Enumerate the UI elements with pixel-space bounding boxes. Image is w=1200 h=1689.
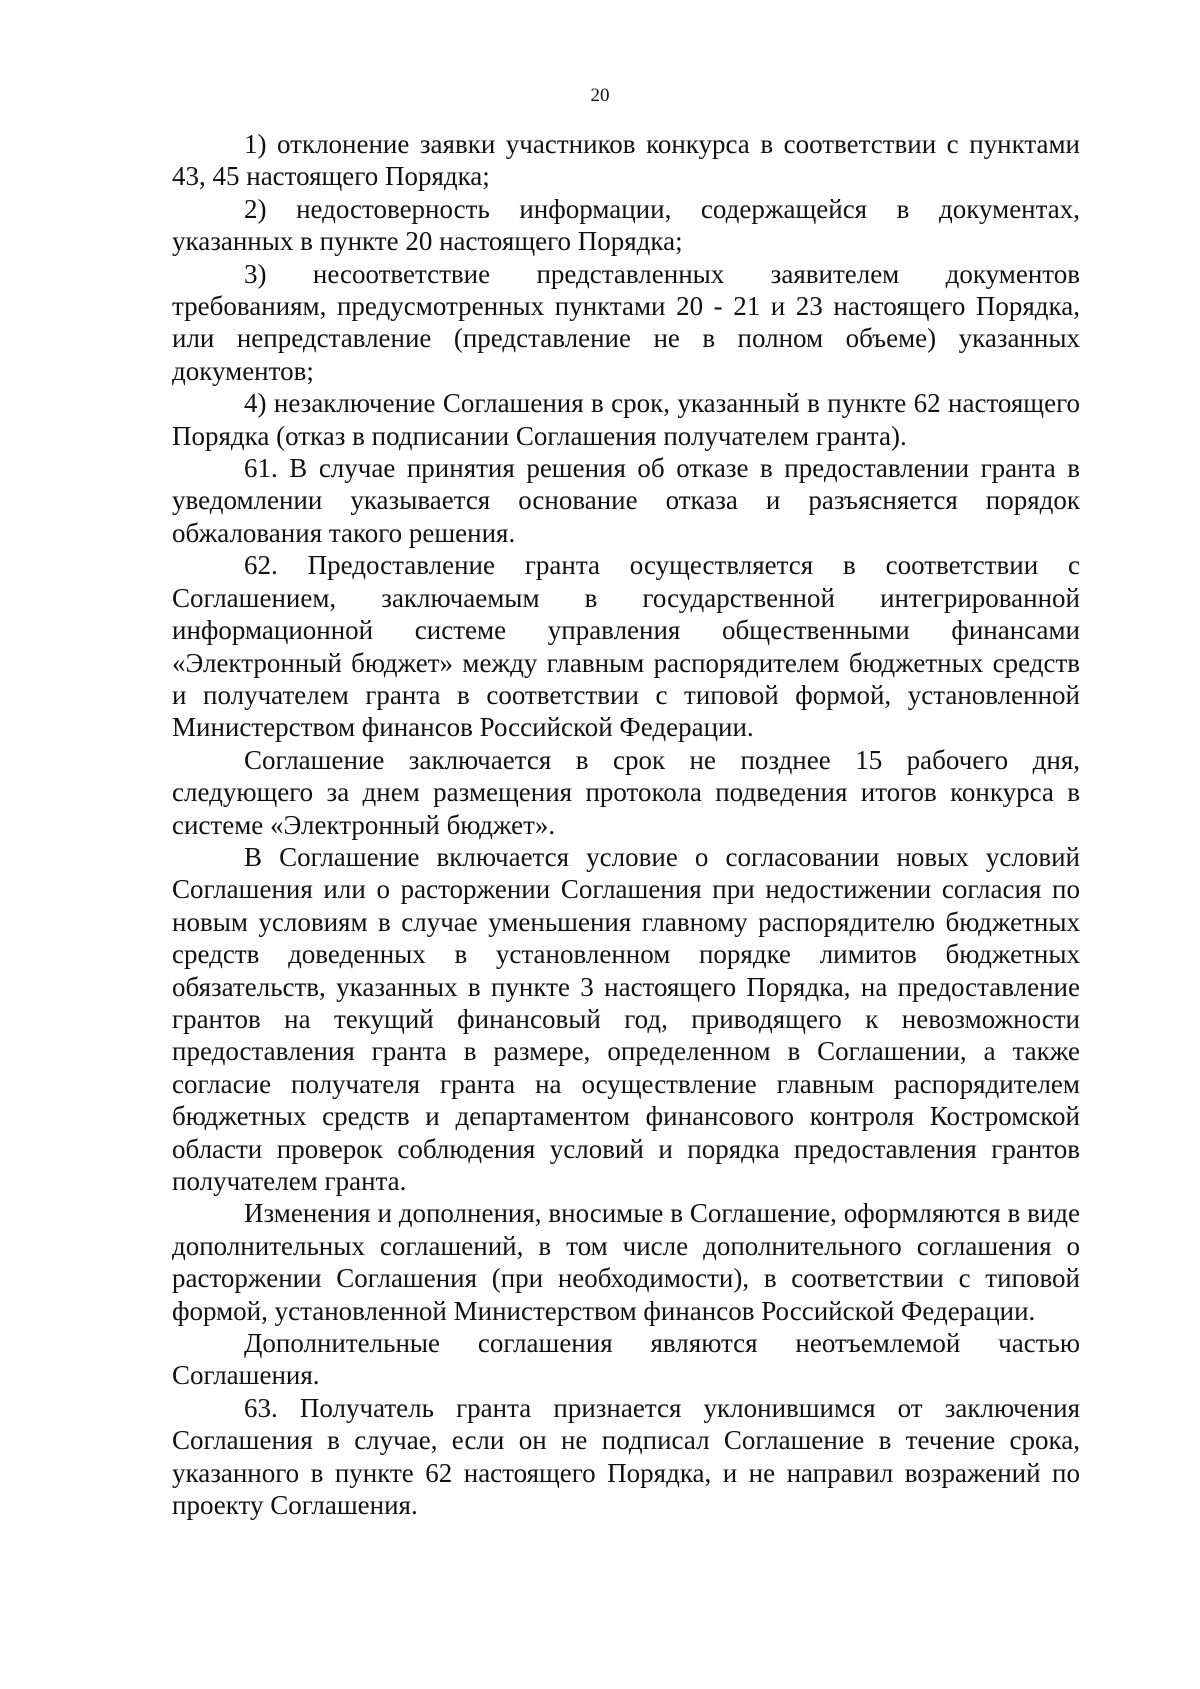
document-body [172,128,1080,1521]
paragraph-clause-61: 61. В случае принятия решения об отказе в предоставлении гранта в уведомлении указывается основание отказа и разъясняется порядок обжалования такого решения. [172,453,1080,548]
paragraph-item-2: 2) недостоверность информации, содержащейся в документах, указанных в пункте 20 настоящего Порядка; [172,193,1080,257]
paragraph-item-3: 3) несоответствие представленных заявителем документов требованиям, предусмотренных пунктами 20 - 21 и 23 настоящего Порядка, или непредставление (представление не в полном объеме) указанных документов; [172,258,1080,386]
paragraph-agreement-term: Соглашение заключается в срок не позднее 15 рабочего дня, следующего за днем размещения протокола подведения итогов конкурса в системе «Электронный бюджет». [172,744,1080,840]
page-number: 20 [590,85,610,106]
paragraph-item-4: 4) незаключение Соглашения в срок, указанный в пункте 62 настоящего Порядка (отказ в подписании Соглашения получателем гранта). [172,388,1080,451]
paragraph-item-1: 1) отклонение заявки участников конкурса в соответствии с пунктами 43, 45 настоящего Порядка; [172,129,1080,192]
paragraph-clause-62: 62. Предоставление гранта осуществляется в соответствии с Соглашением, заключаемым в государственной интегрированной информационной системе управления общественными финансами «Электронный бюджет» между главным распорядителем бюджетных средств и получателем гранта в соответствии с типовой формой, установленной Министерством финансов Российской Федерации. [172,550,1080,743]
paragraph-clause-63: 63. Получатель гранта признается уклонившимся от заключения Соглашения в случае, если он не подписал Соглашение в течение срока, указанного в пункте 62 настоящего Порядка, и не направил возражений по проекту Соглашения. [172,1392,1080,1521]
paragraph-agreement-conditions: В Соглашение включается условие о согласовании новых условий Соглашения или о расторжении Соглашения при недостижении согласия по новым условиям в случае уменьшения главному распорядителю бюджетных средств доведенных в установленном порядке лимитов бюджетных обязательств, указанных в пункте 3 настоящего Порядка, на предоставление грантов на текущий финансовый год, приводящего к невозможности предоставления гранта в размере, определенном в Соглашении, а также согласие получателя гранта на осуществление главным распорядителем бюджетных средств и департаментом финансового контроля Костромской области проверок соблюдения условий и порядка предоставления грантов получателем гранта. [172,841,1080,1196]
paragraph-additional-agreements: Дополнительные соглашения являются неотъемлемой частью Соглашения. [172,1328,1080,1391]
paragraph-amendments: Изменения и дополнения, вносимые в Соглашение, оформляются в виде дополнительных соглашений, в том числе дополнительного соглашения о расторжении Соглашения (при необходимости), в соответствии с типовой формой, установленной Министерством финансов Российской Федерации. [172,1198,1080,1326]
